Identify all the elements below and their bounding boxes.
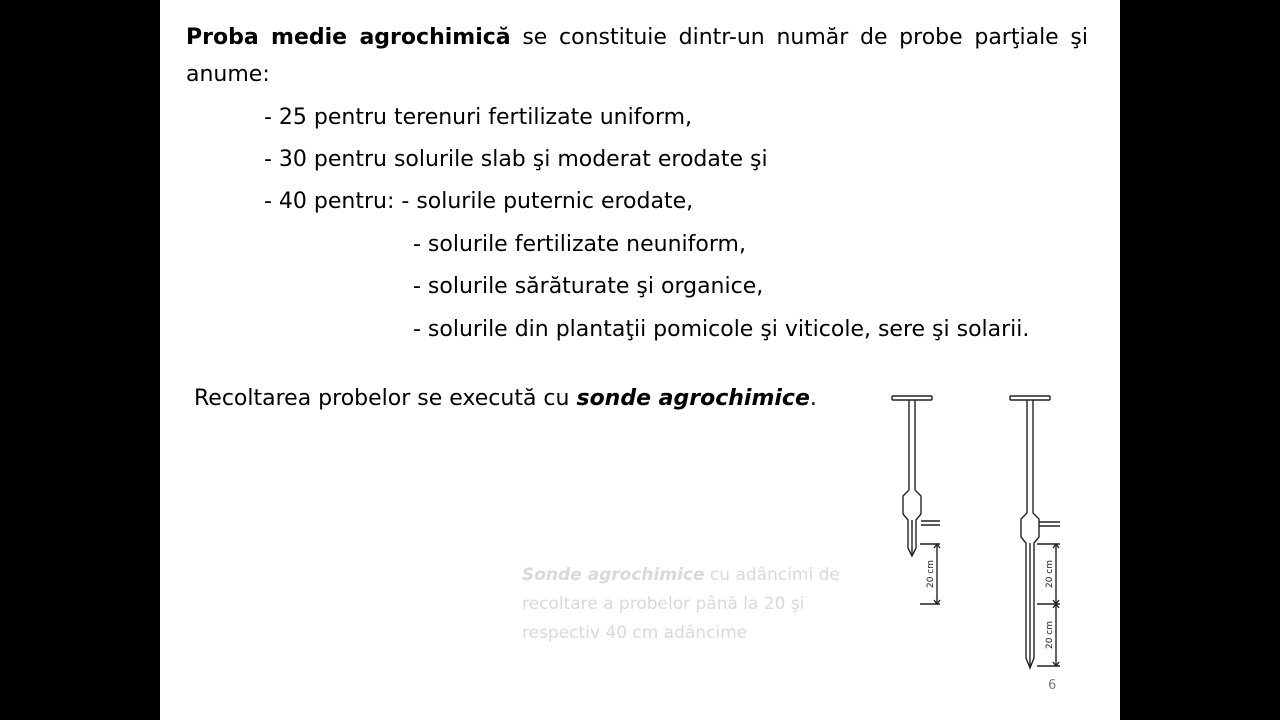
- recoltare-prefix: Recoltarea probelor se execută cu: [194, 386, 577, 411]
- figure-caption: [522, 561, 852, 648]
- dimension-label: 20 cm: [926, 559, 936, 589]
- recoltare-suffix: .: [809, 386, 817, 411]
- soil-probes-drawing: [880, 378, 1075, 678]
- list-item: - 25 pentru terenuri fertilizate uniform,: [264, 105, 693, 130]
- list-subitem: - solurile din plantaţii pomicole şi viticole, sere şi solarii.: [413, 317, 1030, 342]
- intro-text: se constituie dintr-un număr de probe parţiale şi anume:: [186, 25, 1088, 87]
- intro-paragraph: [186, 19, 1088, 93]
- page-number: 6: [1048, 678, 1057, 693]
- list-subitem: - solurile sărăturate şi organice,: [413, 274, 764, 299]
- caption-emphasis: Sonde agrochimice: [522, 565, 705, 585]
- list-item: - 30 pentru solurile slab şi moderat erodate şi: [264, 147, 768, 172]
- dimension-label: 20 cm: [1045, 620, 1055, 650]
- slide: [160, 0, 1120, 720]
- intro-bold-term: Proba medie agrochimică: [186, 25, 511, 50]
- recoltare-emphasis: sonde agrochimice: [576, 386, 810, 411]
- recoltare-sentence: [194, 384, 817, 414]
- caption-text: cu adâncimi de recoltare a probelor până la 20 şi respectiv 40 cm adâncime: [522, 565, 840, 643]
- dimension-label: 20 cm: [1045, 559, 1055, 589]
- list-item: - 40 pentru: - solurile puternic erodate,: [264, 189, 694, 214]
- list-subitem: - solurile fertilizate neuniform,: [413, 232, 746, 257]
